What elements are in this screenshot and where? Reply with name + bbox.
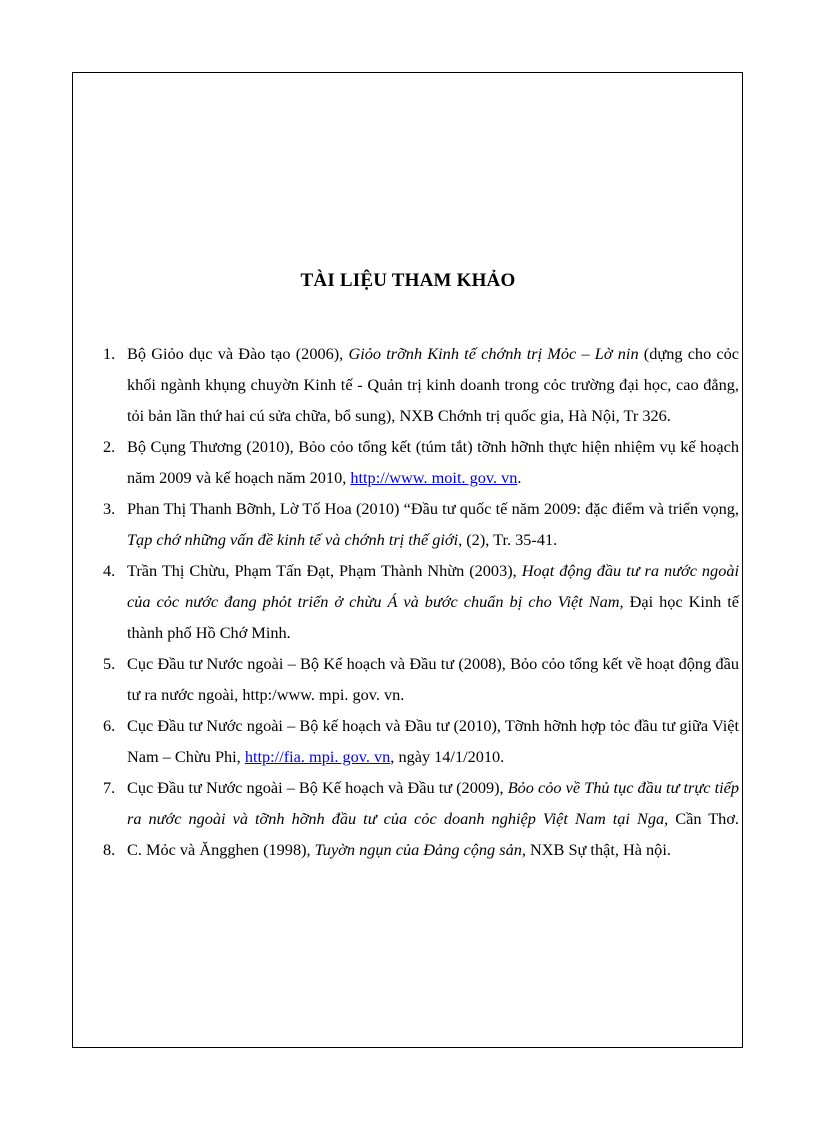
reference-number: 2. xyxy=(103,437,116,456)
reference-item: 8. C. Mỏc và Ăngghen (1998), Tuyờn ngụn của Đảng cộng sản, NXB Sự thật, Hà nội. xyxy=(127,834,739,865)
fia-link[interactable]: http://fia. mpi. gov. vn xyxy=(244,747,391,766)
page-title: TÀI LIỆU THAM KHẢO xyxy=(300,270,516,291)
reference-number: 7. xyxy=(103,778,116,797)
reference-number: 4. xyxy=(103,561,116,580)
reference-item: 3. Phan Thị Thanh Bỡnh, Lờ Tố Hoa (2010) “Đầu tư quốc tế năm 2009: đặc điểm và triển vọng, Tạp chớ những vấn đề kinh tế và chớnh trị thế giới, (2), Tr. 35-41. xyxy=(127,493,739,555)
reference-number: 5. xyxy=(103,654,116,673)
reference-list xyxy=(103,338,740,865)
reference-number: 3. xyxy=(103,499,116,518)
reference-item: 6. Cục Đầu tư Nước ngoài – Bộ kế hoạch và Đầu tư (2010), Tỡnh hỡnh hợp tỏc đầu tư giữa Việt Nam – Chừu Phi, http://fia. mpi. gov. vn, ngày 14/1/2010. xyxy=(127,710,739,772)
reference-number: 8. xyxy=(103,840,116,859)
reference-number: 1. xyxy=(103,344,116,363)
reference-item: 7. Cục Đầu tư Nước ngoài – Bộ Kế hoạch và Đầu tư (2009), Bỏo cỏo về Thủ tục đầu tư trực tiếp ra nước ngoài và tỡnh hỡnh đầu tư của cỏc doanh nghiệp Việt Nam tại Nga, Cần Thơ. xyxy=(127,772,739,834)
reference-item: 2. Bộ Cụng Thương (2010), Bỏo cỏo tổng kết (túm tắt) tỡnh hỡnh thực hiện nhiệm vụ kế hoạch năm 2009 và kế hoạch năm 2010, http://www. moit. gov. vn. xyxy=(127,431,739,493)
reference-item: 5. Cục Đầu tư Nước ngoài – Bộ Kế hoạch và Đầu tư (2008), Bỏo cỏo tổng kết về hoạt động đầu tư ra nước ngoài, http:/www. mpi. gov. vn. xyxy=(127,648,739,710)
moit-link[interactable]: http://www. moit. gov. vn xyxy=(350,468,518,487)
reference-item: 1. Bộ Giỏo dục và Đào tạo (2006), Giỏo trỡnh Kinh tế chớnh trị Mỏc – Lờ nin (dựng cho cỏc khối ngành khụng chuyờn Kinh tế - Quản trị kinh doanh trong cỏc trường đại học, cao đẳng, tỏi bản lần thứ hai cú sửa chữa, bổ sung), NXB Chớnh trị quốc gia, Hà Nội, Tr 326. xyxy=(127,338,739,431)
reference-item: 4. Trần Thị Chừu, Phạm Tấn Đạt, Phạm Thành Nhừn (2003), Hoạt động đầu tư ra nước ngoài của cỏc nước đang phỏt triển ở chừu Á và bước chuẩn bị cho Việt Nam, Đại học Kinh tế thành phố Hồ Chớ Minh. xyxy=(127,555,739,648)
reference-number: 6. xyxy=(103,716,116,735)
